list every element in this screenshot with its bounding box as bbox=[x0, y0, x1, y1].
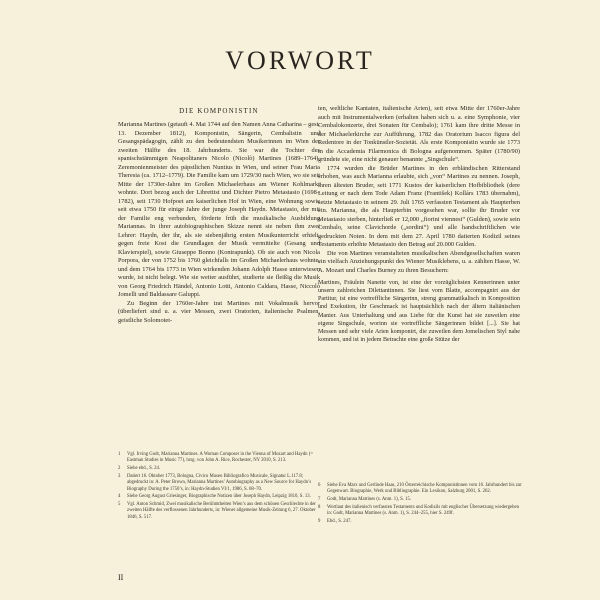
right-column bbox=[318, 105, 520, 344]
footnote-number: 5 bbox=[118, 501, 121, 507]
footnote-text: Datiert 16. Oktober 1773, Bologna, Civico Museo Bibliografico Musicale, Signatur L.117.8; abgedruckt in: A. Peter Brown, Marianna Martines’ Autobiography as a New Source for Haydn’s Biography During the 1750’s, in: Haydn-Studien VI/1, 1986, S. 68–70. bbox=[127, 473, 312, 492]
footnote bbox=[118, 452, 324, 465]
paragraph: Zu Beginn der 1760er-Jahre trat Martines mit Vokalmusik hervor (überliefert sind u. a. vier Messen, zwei Oratorien, italienische Psalmen, geistliche Solomotet- bbox=[118, 299, 320, 324]
footnote-number: 6 bbox=[318, 483, 321, 488]
paragraph: Die von Martines veranstalteten musikalischen Abendgesellschaften waren ein vielfach Anziehungspunkt des Wiener Musiklebens, u. a. zählten Hasse, W. A. Mozart und Charles Burney zu ihren Besuchern: bbox=[318, 249, 520, 274]
footnote bbox=[318, 505, 524, 518]
footnote-text: Vgl. Anton Schmid, Zwei musikalische Berühmtheiten Wien’s aus dem schönen Geschlechte in der zweiten Hälfte des verflossenen Jahrhunderts, in: Wiener allgemeine Musik-Zeitung 6, 27. Oktober 1846, S. 517. bbox=[127, 501, 316, 520]
page-number: II bbox=[118, 573, 124, 582]
footnotes-right bbox=[318, 483, 524, 526]
footnote-number: 8 bbox=[318, 504, 321, 510]
footnote bbox=[118, 494, 324, 500]
footnote bbox=[318, 483, 524, 496]
footnote-number: 4 bbox=[118, 494, 121, 500]
paragraph: Marianna Martines (getauft 4. Mai 1744 auf den Namen Anna Catharina – gest. 13. Dezember 1812), Komponistin, Sängerin, Cembalistin und Gesangspädagogin, zählt zu den bedeutendsten Musikerinnen im Wien der zweiten Hälfte des 18. Jahrhunderts. Sie war die Tochter des spanischstämmigen Neapolitaners Nicolo (Nicolò) Martines (1689–1764), Zeremonienmeister des päpstlichen Nuntius in Wien, und seiner Frau Maria Theresia (ca. 1712–1779). Die Familie kam um 1729/30 nach Wien, wo sie seit Mitte der 1730er-Jahre im Großen Michaelerhaus am Wiener Kohlmarkt wohnte. Dort bezog auch der Librettist und Dichter Pietro Metastasio (1698–1782), seit 1730 Hofpoet am kaiserlichen Hof in Wien, eine Wohnung sowie seit etwa 1750 für einige Jahre der junge Joseph Haydn. Metastasio, der mit der Familie eng verbunden, förderte früh die musikalische Ausbildung Mariannas. In ihrer autobiographischen Skizze nennt sie neben ihm zwei Lehrer: Haydn, der ihr, als sie siebenjährig ersten Musikunterricht erhielt, gegen freie Kost die Grundlagen der Musik vermittelte (Gesang und Klavierspiel), sowie Giuseppe Bonno (Kontrapunkt). Ob sie auch von Nicola Porpora, der von 1752 bis 1760 gleichfalls im Großen Michaelerhaus wohnte, und dem 1764 bis 1773 in Wien wirkenden Johann Adolph Hasse unterwiesen wurde, ist nicht belegt. Wie sie weiter ausführt, studierte sie fleißig die Musik von Georg Friedrich Händel, Antonio Lotti, Antonio Caldara, Hasse, Niccolò Jomelli und Baldassare Galuppi. bbox=[118, 121, 320, 299]
footnote-text: Vgl. Irving Godt, Marianna Martines. A Woman Composer in the Vienna of Mozart and Haydn (= Eastman Studies in Music 77), hrsg. von John A. Rice, Rochester, NY 2010, S. 213. bbox=[127, 452, 313, 464]
footnote-number: 9 bbox=[318, 518, 321, 524]
footnote-number: 3 bbox=[118, 473, 121, 479]
paragraph: 1774 wurden die Brüder Martines in den erbländischen Ritterstand erhoben, was auch Marianna erlaubte, sich „von“ Martines zu nennen. Joseph, ihren ältesten Bruder, seit 1771 Kustos der kaiserlichen Hofbibliothek (dere Leitung er nach dem Tode Adam Franz (František) Kollárs 1783 übernahm), setzte Metastasio in seinem 29. Juli 1765 verfassten Testament als Haupterben ein. Marianna, die als Haupterbin vorgesehen war, sollte ihr Bruder vor Metastasio sterben, hinterließ er 12,000 „fiorini viennesi“ (Gulden), sowie sein Cembalo, seine Clavichorde („sordini“) und alle handschriftlichen wie gedruckten Noten. In dem mit dem 27. April 1780 datierten Kodizil seines Testaments erhöhte Metastasio den Betrag auf 20.000 Gulden. bbox=[318, 164, 520, 248]
block-quote bbox=[318, 279, 520, 344]
footnote-text: Siehe Georg August Griesinger, Biographische Notizen über Joseph Haydn, Leipzig 1810, S. 13. bbox=[127, 494, 311, 500]
footnote-text: Siehe ebd., S. 24. bbox=[127, 466, 161, 472]
footnote bbox=[118, 474, 324, 493]
footnote-text: Godt, Marianna Martines (s. Anm. 1), S. 15. bbox=[327, 497, 412, 503]
section-heading: DIE KOMPONISTIN bbox=[179, 107, 259, 115]
footnote-number: 1 bbox=[118, 452, 121, 457]
footnotes-left bbox=[118, 452, 324, 522]
footnote-text: Ebd., S. 247. bbox=[327, 518, 352, 524]
footnote-number: 2 bbox=[118, 466, 121, 472]
footnote bbox=[318, 497, 524, 503]
paragraph: ten, weltliche Kantaten, italienische Arien), seit etwa Mitte der 1760er-Jahre auch mit Instrumentalwerken (erhalten haben sich u. a. eine Symphonie, vier Cembalokonzerte, drei Sonaten für Cembalo); 1761 kam ihre dritte Messe in der Michaelerkirche zur Aufführung, 1782 das Oratorium Isacco figura del Redentore in der Tonkünstler-Sozietät. Als erste Komponistin wurde sie 1773 in die Accademia Filarmonica di Bologna aufgenommen. Später (1780/90) gründete sie, eine nicht genauer benannte „Singschule“. bbox=[318, 105, 520, 163]
footnote-text: Wortlaut des italienisch verfassten Testaments und Kodizils mit englischer Übersetzung wiedergeben in: Godt, Marianna Martines (s. Anm. 1), S. 244–255, hier S. 249f. bbox=[327, 504, 519, 517]
footnote-number: 7 bbox=[318, 497, 321, 503]
quote-text: Martines, Fräulein Nanette von, ist eine der vorzüglichsten Kennerinnen unter unsern zahlreichen Dilettantinnen. Sie liest vom Blatte, accompagnirt aus der Partitur, ist eine vortreffliche Sängerinn, streng grammatikalisch in Komposition und Exekution, ihr Geschmack ist hauptsächlich nach der ältern italiänischen Manier. Aus Unterhaltung und aus Liebe für die Kunst hat sie zuweilen eine eigene Singschule, worinn sie vortreffliche Sängerinnen bildet [...]. Sie hat Messen und sehr viele Arien komponirt, die zuweilen dem Jomelischen Styl nahe kommen, und ist in jedem Betrachte eine große Stütze der bbox=[318, 280, 520, 344]
footnote-text: Siehe Eva Marx und Gerlinde Haas, 210 Österreichische Komponistinnen vom 16. Jahrhundert bis zur Gegenwart. Biographie, Werk und Bibliographie. Ein Lexikon, Salzburg 2001, S. 262. bbox=[327, 483, 522, 495]
left-column bbox=[118, 107, 320, 325]
footnote bbox=[118, 466, 324, 472]
page-title: VORWORT bbox=[225, 46, 375, 75]
footnote bbox=[318, 519, 524, 525]
footnote bbox=[118, 502, 324, 521]
